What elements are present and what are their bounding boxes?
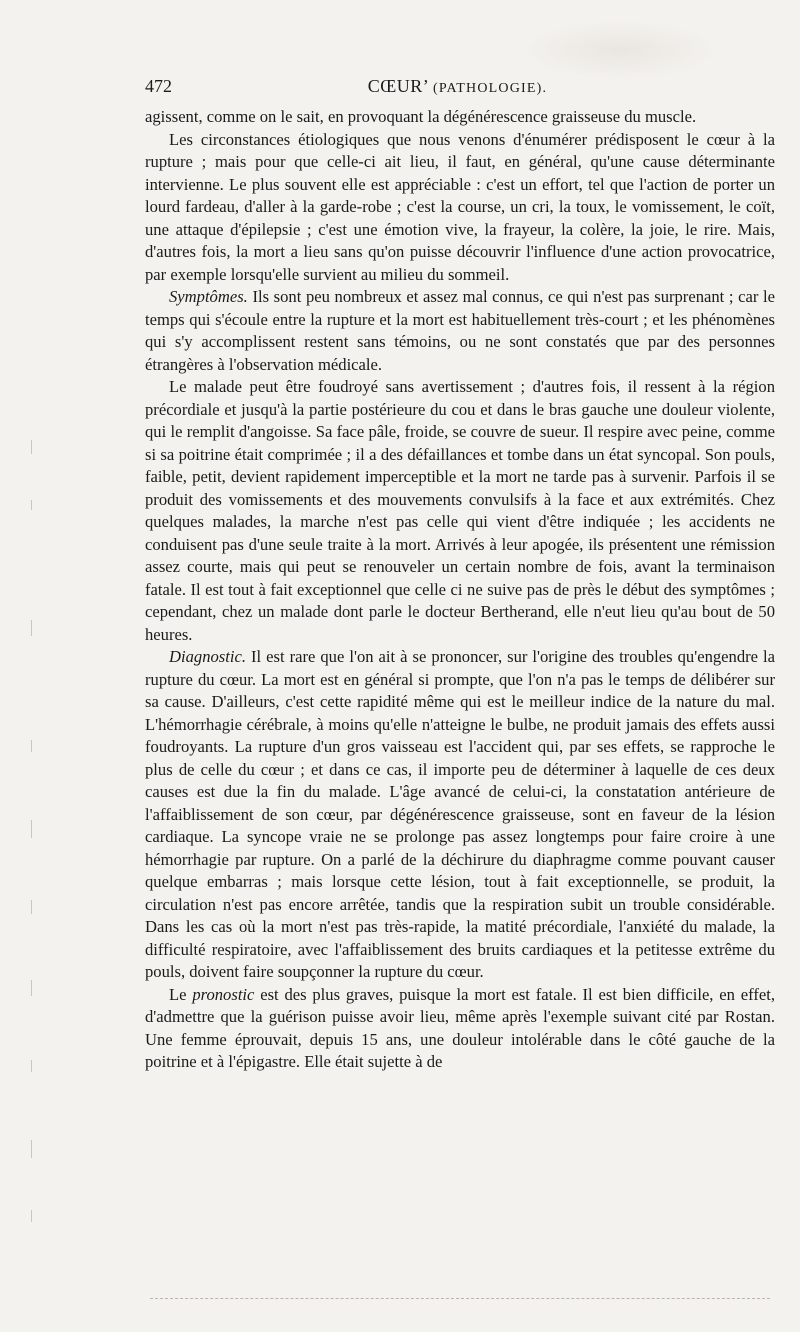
paragraph-symptoms [145,286,775,376]
pronostic-lead: Le [169,984,187,1004]
margin-mark [31,440,32,454]
page-number: 472 [145,76,172,96]
paper-stain [520,20,720,80]
paragraph-continuation: agissent, comme on le sait, en provoquant la dégénérescence graisseuse du muscle. [145,107,697,126]
margin-mark [31,740,32,752]
binding-margin-marks [25,440,43,1240]
body-text [145,106,775,1074]
running-title-main: CŒUR [367,76,423,96]
margin-mark [31,980,32,996]
margin-mark [31,500,32,510]
running-title: CŒUR’ (PATHOLOGIE). [367,76,548,96]
running-title-sub: (PATHOLOGIE). [432,81,548,96]
paragraph-pronostic-text: est des plus graves, puisque la mort est fatale. Il est bien difficile, en effet, d'admettre que la guérison puisse avoir lieu, même après l'exemple suivant cité par Rostan. Une femme éprouvait, depuis 15 ans, une douleur intolérable dans le côté gauche de la poitrine et à l'épigastre. Elle était sujette à de [145,984,775,1071]
running-header [145,76,770,106]
margin-mark [31,1140,32,1158]
margin-mark [31,620,32,636]
paragraph-pronostic [145,984,775,1074]
margin-mark [31,900,32,914]
heading-pronostic: pronostic [192,984,255,1004]
heading-symptomes: Symptômes. [169,287,248,306]
paragraph-diagnostic-text: Il est rare que l'on ait à se prononcer, sur l'origine des troubles qu'engendre la rupture du cœur. La mort est en général si prompte, que l'on n'a pas le temps de délibérer sur sa cause. D'ailleurs, c'est cette rapidité même qui est le meilleur indice de la nature du mal. L'hémorrhagie cérébrale, à moins qu'elle n'atteigne le bulbe, ne produit jamais des effets aussi foudroyants. La rupture d'un gros vaisseau est l'accident qui, par ses effets, se rapproche le plus de celle du cœur ; et dans ce cas, il importe peu de déterminer à laquelle de ces deux causes est due la fin du malade. L'âge avancé de celui-ci, la constatation antérieure de l'affaiblissement de son cœur, par dégénérescence graisseuse, sont en faveur de la lésion cardiaque. La syncope vraie ne se prolonge pas assez longtemps pour faire croire à une hémorrhagie par rupture. On a parlé de la déchirure du diaphragme comme pouvant causer quelque embarras ; mais lorsque cette lésion, tout à fait exceptionnelle, se produit, la circulation n'est pas encore arrêtée, tandis que la respiration subit un trouble considérable. Dans les cas où la mort n'est pas très-rapide, la matité précordiale, l'anxiété du malade, la difficulté respiratoire, avec l'affaiblissement des bruits cardiaques et la petitesse extrême du pouls, doivent faire soupçonner la rupture du cœur. [145,647,775,981]
paragraph-symptoms-text: Ils sont peu nombreux et assez mal connus, ce qui n'est pas surprenant ; car le temps qui s'écoule entre la rupture et la mort est habituellement très-court ; et les phénomènes qui s'y accomplissent restent sans témoins, ou ne sont constatés que par des personnes étrangères à l'observation médicale. [145,287,775,374]
margin-mark [31,1060,32,1072]
paragraph-symptoms-detail: Le malade peut être foudroyé sans avertissement ; d'autres fois, il ressent à la région précordiale et jusqu'à la partie postérieure du cou et dans le bras gauche une douleur violente, qui le remplit d'angoisse. Sa face pâle, froide, se couvre de sueur. Il respire avec peine, comme si sa poitrine était comprimée ; il a des défaillances et tombe dans un état syncopal. Son pouls, faible, petit, devient rapidement imperceptible et la mort ne tarde pas à survenir. Parfois il se produit des vomissements et des mouvements convulsifs à la face et aux extrémités. Chez quelques malades, la marche n'est pas celle qui vient d'être indiquée ; les accidents ne conduisent pas d'une seule traite à la mort. Arrivés à leur apogée, ils présentent une rémission assez courte, mais qui peut se renouveler un certain nombre de fois, avant la terminaison fatale. Il est tout à fait exceptionnel que celle ci ne suive pas de près le début des symptômes ; cependant, chez un malade dont parle le docteur Bertherand, elle n'eut lieu qu'au bout de 50 heures. [145,377,775,644]
heading-diagnostic: Diagnostic. [169,647,246,666]
paragraph-diagnostic [145,646,775,984]
margin-mark [31,820,32,838]
bottom-dashed-rule [150,1298,770,1299]
margin-mark [31,1210,32,1222]
paragraph-etiology: Les circonstances étiologiques que nous venons d'énumérer prédisposent le cœur à la rupture ; mais pour que celle-ci ait lieu, il faut, en général, qu'une cause déterminante intervienne. Le plus souvent elle est appréciable : c'est un effort, tel que l'action de porter un lourd fardeau, d'aller à la garde-robe ; c'est la course, un cri, la toux, le vomissement, le coït, une attaque d'épilepsie ; c'est une émotion vive, la frayeur, la colère, la joie, le rire. Mais, d'autres fois, la mort a lieu sans qu'on puisse découvrir l'influence d'une action provocatrice, par exemple lorsqu'elle survient au milieu du sommeil. [145,129,775,284]
